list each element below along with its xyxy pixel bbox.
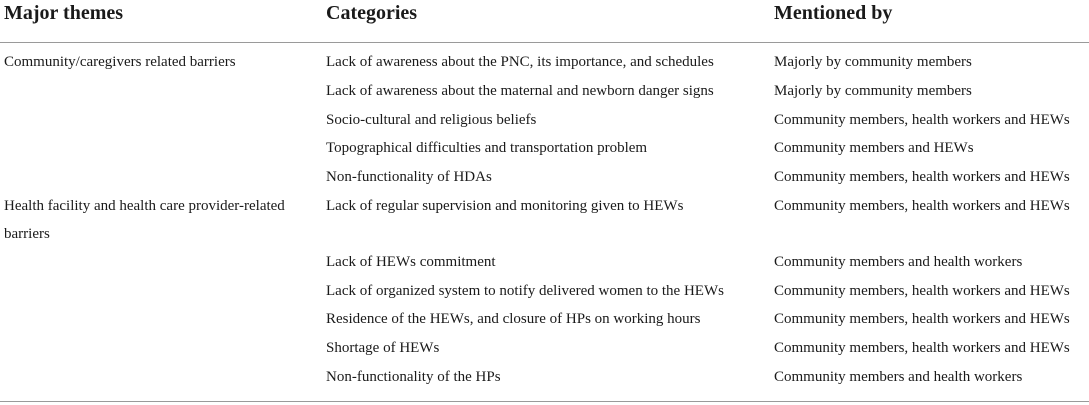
mentioned-by-cell: Community members, health workers and HEWs (774, 311, 1070, 327)
mentioned-by-cell: Community members and HEWs (774, 140, 974, 156)
category-cell: Lack of awareness about the PNC, its importance, and schedules (326, 54, 714, 70)
header-divider (0, 42, 1089, 43)
category-cell: Lack of organized system to notify delivered women to the HEWs (326, 283, 724, 299)
category-cell: Shortage of HEWs (326, 340, 440, 356)
mentioned-by-cell: Community members, health workers and HEWs (774, 112, 1070, 128)
header-mentioned-by: Mentioned by (774, 2, 893, 24)
theme-community-caregivers: Community/caregivers related barriers (4, 54, 236, 70)
category-cell: Topographical difficulties and transportation problem (326, 140, 648, 156)
category-cell: Lack of regular supervision and monitoring given to HEWs (326, 198, 684, 214)
category-cell: Lack of awareness about the maternal and newborn danger signs (326, 83, 714, 99)
category-cell: Socio-cultural and religious beliefs (326, 112, 537, 128)
category-cell: Non-functionality of the HPs (326, 369, 501, 385)
header-categories: Categories (326, 2, 418, 24)
mentioned-by-cell: Community members, health workers and HEWs (774, 198, 1070, 214)
mentioned-by-cell: Community members, health workers and HEWs (774, 340, 1070, 356)
mentioned-by-cell: Community members and health workers (774, 369, 1023, 385)
theme-health-facility-provider: Health facility and health care provider-related barriers (4, 198, 285, 242)
mentioned-by-cell: Community members, health workers and HEWs (774, 169, 1070, 185)
mentioned-by-cell: Majorly by community members (774, 54, 972, 70)
category-cell: Lack of HEWs commitment (326, 254, 496, 270)
category-cell: Non-functionality of HDAs (326, 169, 492, 185)
mentioned-by-cell: Community members, health workers and HEWs (774, 283, 1070, 299)
mentioned-by-cell: Majorly by community members (774, 83, 972, 99)
header-major-themes: Major themes (4, 2, 124, 24)
mentioned-by-cell: Community members and health workers (774, 254, 1023, 270)
category-cell: Residence of the HEWs, and closure of HPs on working hours (326, 311, 701, 327)
table-bottom-rule (0, 401, 1089, 402)
